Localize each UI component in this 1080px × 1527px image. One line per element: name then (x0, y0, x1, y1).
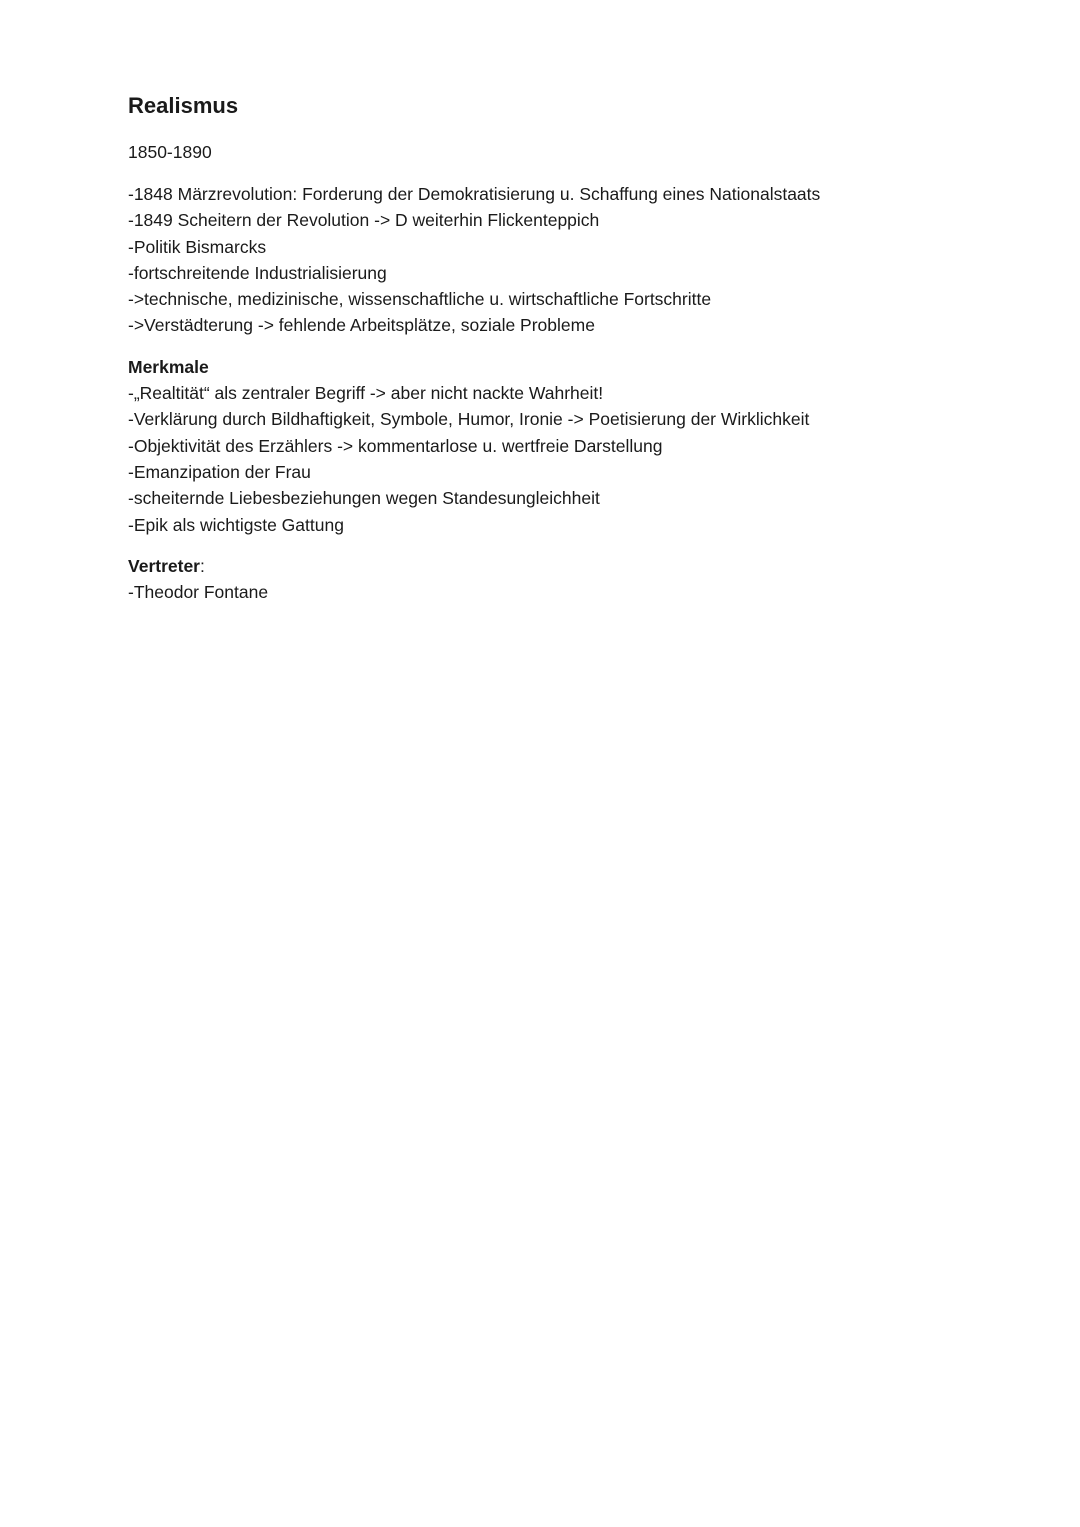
merkmal-item: -Epik als wichtigste Gattung (128, 514, 344, 535)
vertreter-section (128, 553, 988, 606)
vertreter-heading-line (128, 553, 988, 579)
period-text: 1850-1890 (128, 142, 212, 162)
context-item: -1849 Scheitern der Revolution -> D weiterhin Flickenteppich (128, 210, 600, 231)
vertreter-item: -Theodor Fontane (128, 582, 269, 603)
merkmal-item: -scheiternde Liebesbeziehungen wegen Standesungleichheit (128, 488, 600, 509)
merkmal-item: -Emanzipation der Frau (128, 461, 311, 482)
document-title: Realismus (128, 93, 239, 118)
vertreter-colon: : (200, 555, 205, 576)
merkmal-item: -„Realtität“ als zentraler Begriff -> aber nicht nackte Wahrheit! (128, 383, 604, 404)
context-item: -Politik Bismarcks (128, 236, 267, 257)
context-item: ->Verstädterung -> fehlende Arbeitsplätze, soziale Probleme (128, 315, 595, 336)
vertreter-heading: Vertreter (128, 555, 200, 576)
merkmal-item: -Verklärung durch Bildhaftigkeit, Symbole, Humor, Ironie -> Poetisierung der Wirklichkeit (128, 409, 810, 430)
merkmale-heading: Merkmale (128, 356, 209, 377)
context-list (128, 181, 988, 339)
context-item: -fortschreitende Industrialisierung (128, 262, 387, 283)
document-page (128, 90, 988, 605)
merkmal-item: -Objektivität des Erzählers -> kommentarlose u. wertfreie Darstellung (128, 435, 663, 456)
context-item: ->technische, medizinische, wissenschaftliche u. wirtschaftliche Fortschritte (128, 289, 712, 310)
merkmale-section (128, 354, 988, 538)
context-item: -1848 Märzrevolution: Forderung der Demokratisierung u. Schaffung eines Nationalstaats (128, 184, 821, 204)
